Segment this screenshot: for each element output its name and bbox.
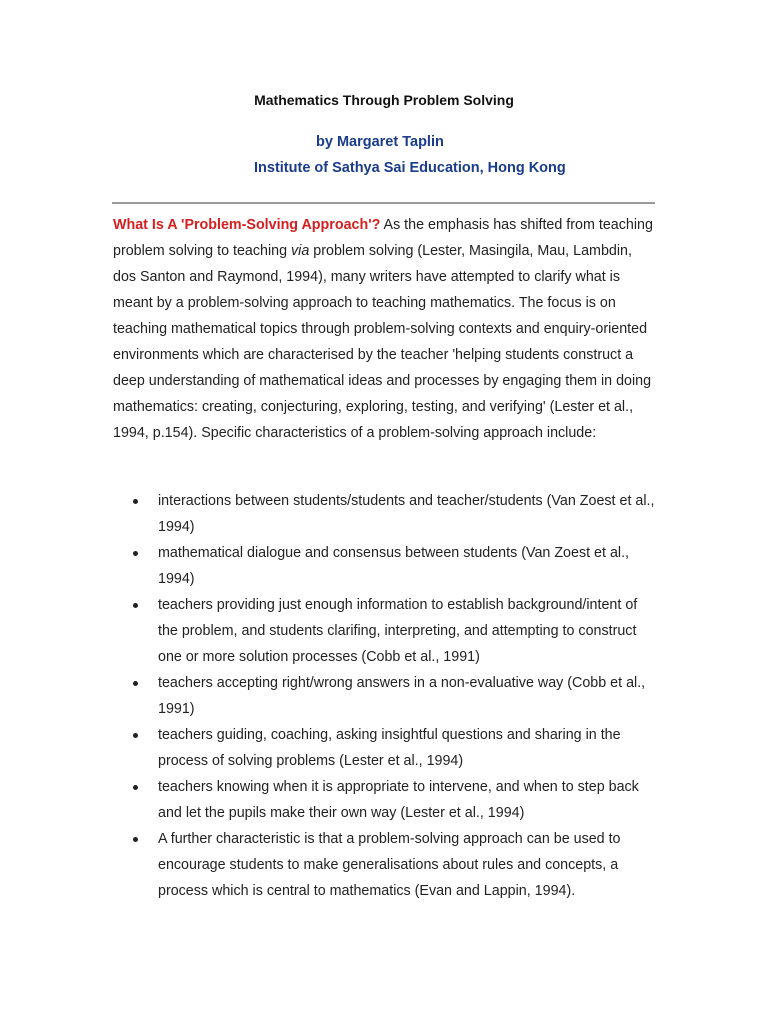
bullet-icon [133,785,138,790]
list-item [113,592,658,670]
list-item-text: teachers accepting right/wrong answers in a non-evaluative way (Cobb et al., 1991) [158,675,646,717]
list-item-text: teachers providing just enough information to establish background/intent of the problem, and students clarifing, interpreting, and attempting to construct one or more solution processes (Cobb et al., 1991) [158,597,638,665]
list-item-text: A further characteristic is that a problem-solving approach can be used to encourage students to make generalisations about rules and concepts, a process which is central to mathematics (Evan and Lappin, 1994). [158,831,621,899]
bullet-icon [133,837,138,842]
list-item [113,540,658,592]
list-item-text: teachers knowing when it is appropriate to intervene, and when to step back and let the pupils make their own way (Lester et al., 1994) [158,779,639,821]
list-item [113,774,658,826]
paragraph-text-part1: As the emphasis has shifted from teaching problem solving to teaching [113,217,653,259]
horizontal-divider [112,202,655,204]
bullet-icon [133,681,138,686]
intro-paragraph [113,212,658,446]
document-title: Mathematics Through Problem Solving [254,92,514,108]
author-byline: by Margaret Taplin [316,134,444,150]
section-lead-heading: What Is A 'Problem-Solving Approach'? [113,217,381,233]
paragraph-italic-word: via [291,243,310,259]
list-item [113,488,658,540]
list-item [113,722,658,774]
bullet-icon [133,603,138,608]
author-affiliation: Institute of Sathya Sai Education, Hong Kong [254,160,566,176]
list-item [113,826,658,904]
bullet-icon [133,499,138,504]
bullet-icon [133,733,138,738]
list-item [113,670,658,722]
list-item-text: interactions between students/students and teacher/students (Van Zoest et al., 1994) [158,493,655,535]
bullet-icon [133,551,138,556]
list-item-text: teachers guiding, coaching, asking insightful questions and sharing in the process of solving problems (Lester et al., 1994) [158,727,621,769]
paragraph-text-part2: problem solving (Lester, Masingila, Mau, Lambdin, dos Santon and Raymond, 1994), many writers have attempted to clarify what is meant by a problem-solving approach to teaching mathematics. The focus is on teaching mathematical topics through problem-solving contexts and enquiry-oriented environments which are characterised by the teacher 'helping students construct a deep understanding of mathematical ideas and processes by engaging them in doing mathematics: creating, conjecturing, exploring, testing, and verifying' (Lester et al., 1994, p.154). Specific characteristics of a problem-solving approach include: [113,243,652,441]
list-item-text: mathematical dialogue and consensus between students (Van Zoest et al., 1994) [158,545,630,587]
characteristics-list [113,488,658,904]
